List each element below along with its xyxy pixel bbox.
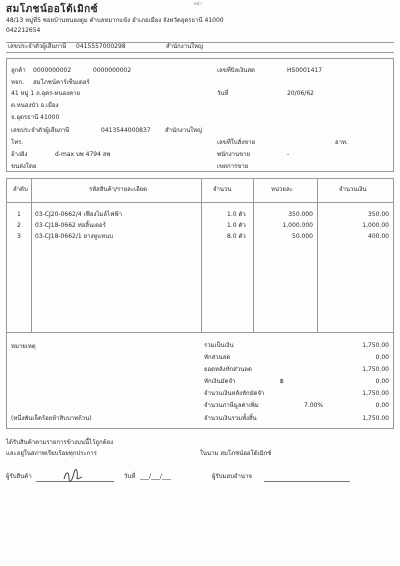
grand-total-value: 1,750.00 [362,415,389,422]
customer-name-label: หจก. [11,79,25,86]
deposit-value: 0.00 [375,378,389,385]
items-table [6,178,394,333]
items-header [7,179,393,203]
header-unit-price: หน่วยละ [271,186,293,193]
col-divider [253,179,254,332]
company-tax-id: 0415557000298 [76,43,126,50]
totals-section [6,333,394,429]
header-description: รหัสสินค้า/รายละเอียด [89,186,148,193]
col-divider [201,179,202,332]
col-divider [31,179,32,332]
customer-section [6,58,394,172]
authorized-label: ผู้รับมอบอำนาจ [212,473,252,480]
doc-sales-label: พนักงานขาย [217,151,251,158]
customer-address-1: 41 หมู่ 1 ถ.อุดร-หนองคาย [11,90,80,97]
row-unit-price: 350.000 [288,211,313,218]
row-qty: 1.0 ตัว [227,211,246,218]
row-description: 03-CJ20-0662/4 เฟืองไมล์ไฟฟ้า [35,211,122,218]
discount-label: หักส่วนลด [204,354,231,361]
total-row [204,343,389,353]
row-amount: 400.00 [368,233,389,240]
amount-in-words: (หนึ่งพันเจ็ดร้อยห้าสิบบาทถ้วน) [11,415,92,422]
header-amount: จำนวนเงิน [339,186,367,193]
vat-row [204,403,389,413]
row-unit-price: 1,000.000 [282,222,313,229]
customer-address-2: ต.หนองบัว อ.เมือง [11,102,59,109]
customer-tax-label: เลขประจำตัวผู้เสียภาษี [11,127,70,134]
doc-no-label: เลขที่บิลเงินสด [217,67,255,74]
row-unit-price: 50.000 [292,233,313,240]
discount-value: 0.00 [375,354,389,361]
doc-po-extra: อาท. [335,139,348,146]
row-amount: 350.00 [368,211,389,218]
receipt-note-1: ได้รับสินค้าตามรายการข้างบนนี้ไว้ถูกต้อง [6,439,114,446]
after-discount-label: ยอดหลังหักส่วนลด [204,366,252,373]
doc-no-value: HS0001417 [287,67,323,74]
customer-ref-value: d-max บพ 4794 ลพ [55,151,111,158]
discount-row [204,355,389,365]
after-discount-value: 1,750.00 [362,366,389,373]
date-label: วันที่ [124,473,136,480]
customer-ship-label: ขนส่งโดย [11,163,37,170]
remark-label: หมายเหตุ [11,343,36,350]
row-qty: 1.0 ตัว [227,222,246,229]
company-phone: 042212654 [6,27,41,34]
signature-scribble-icon [62,469,84,483]
company-address: 48/13 หมู่ที่5 ซอยบ้านหนองตูม ตำบลหมากแข้ง อำเภอเมือง จังหวัดอุดรธานี 41000 [6,17,224,24]
doc-po-label: เลขที่ใบสั่งขาย [217,139,256,146]
customer-name: สมโภชน์คาร์เซ็นเตอร์ [33,79,90,86]
customer-code-2: 0000000002 [93,67,132,74]
doc-due-label: เขตการขาย [217,163,249,170]
row-amount: 1,000.00 [362,222,389,229]
deposit-mark: ฿ [280,378,284,385]
customer-address-3: จ.อุดรธานี 41000 [11,114,60,121]
doc-sales-value: - [287,151,290,158]
after-deposit-label: จำนวนเงินหลังหักมัดจำ [204,390,265,397]
header-qty: จำนวน [213,186,232,193]
vat-value: 0.00 [375,402,389,409]
row-description: 03-CJ18-0662 ท่อลิ้นเตอร์ [35,222,106,229]
total-label: รวมเป็นเงิน [204,342,234,349]
customer-code-1: 0000000002 [33,67,72,74]
doc-date-value: 20/06/62 [287,90,314,97]
date-blank: ___/___/___ [140,473,172,480]
receipt-note-2: และอยู่ในสภาพเรียบร้อยทุกประการ [6,450,97,457]
customer-branch: สำนักงานใหญ่ [165,127,203,134]
deposit-label: หักเงินมัดจำ [204,378,236,385]
customer-code-label: ลูกค้า [11,67,26,74]
col-divider [317,179,318,332]
row-qty: 8.0 ตัว [227,233,246,240]
company-tax-row [6,42,394,53]
vat-rate: 7.00% [304,402,324,409]
customer-tel-label: โทร. [11,139,24,146]
receiver-label: ผู้รับสินค้า [6,473,32,480]
company-name: สมโภชน์ออโต้เมิกซ์ [6,4,99,15]
doc-date-label: วันที่ [217,90,229,97]
page-mark: หน้า [194,1,202,6]
company-tax-label: เลขประจำตัวผู้เสียภาษี [8,43,67,50]
total-value: 1,750.00 [362,342,389,349]
row-no: 1 [17,211,21,218]
grand-total-label: จำนวนเงินรวมทั้งสิ้น [204,415,257,422]
authorized-signature-line [264,481,350,482]
after-deposit-value: 1,750.00 [362,390,389,397]
header-no: ลำดับ [13,186,28,193]
customer-ref-label: อ้างอิง [11,151,28,158]
grand-total-row [204,416,389,426]
after-deposit-row [204,391,389,401]
company-branch: สำนักงานใหญ่ [166,43,204,50]
deposit-row [204,379,389,389]
customer-tax-id: 0413544000837 [101,127,151,134]
for-company: ในนาม สมโภชน์ออโต้เมิกซ์ [200,450,272,457]
row-description: 03-CJ18-0662/1 ยางหูแหนบ [35,233,114,240]
row-no: 3 [17,233,21,240]
row-no: 2 [17,222,21,229]
after-discount-row [204,367,389,377]
vat-label: จำนวนภาษีมูลค่าเพิ่ม [204,402,259,409]
